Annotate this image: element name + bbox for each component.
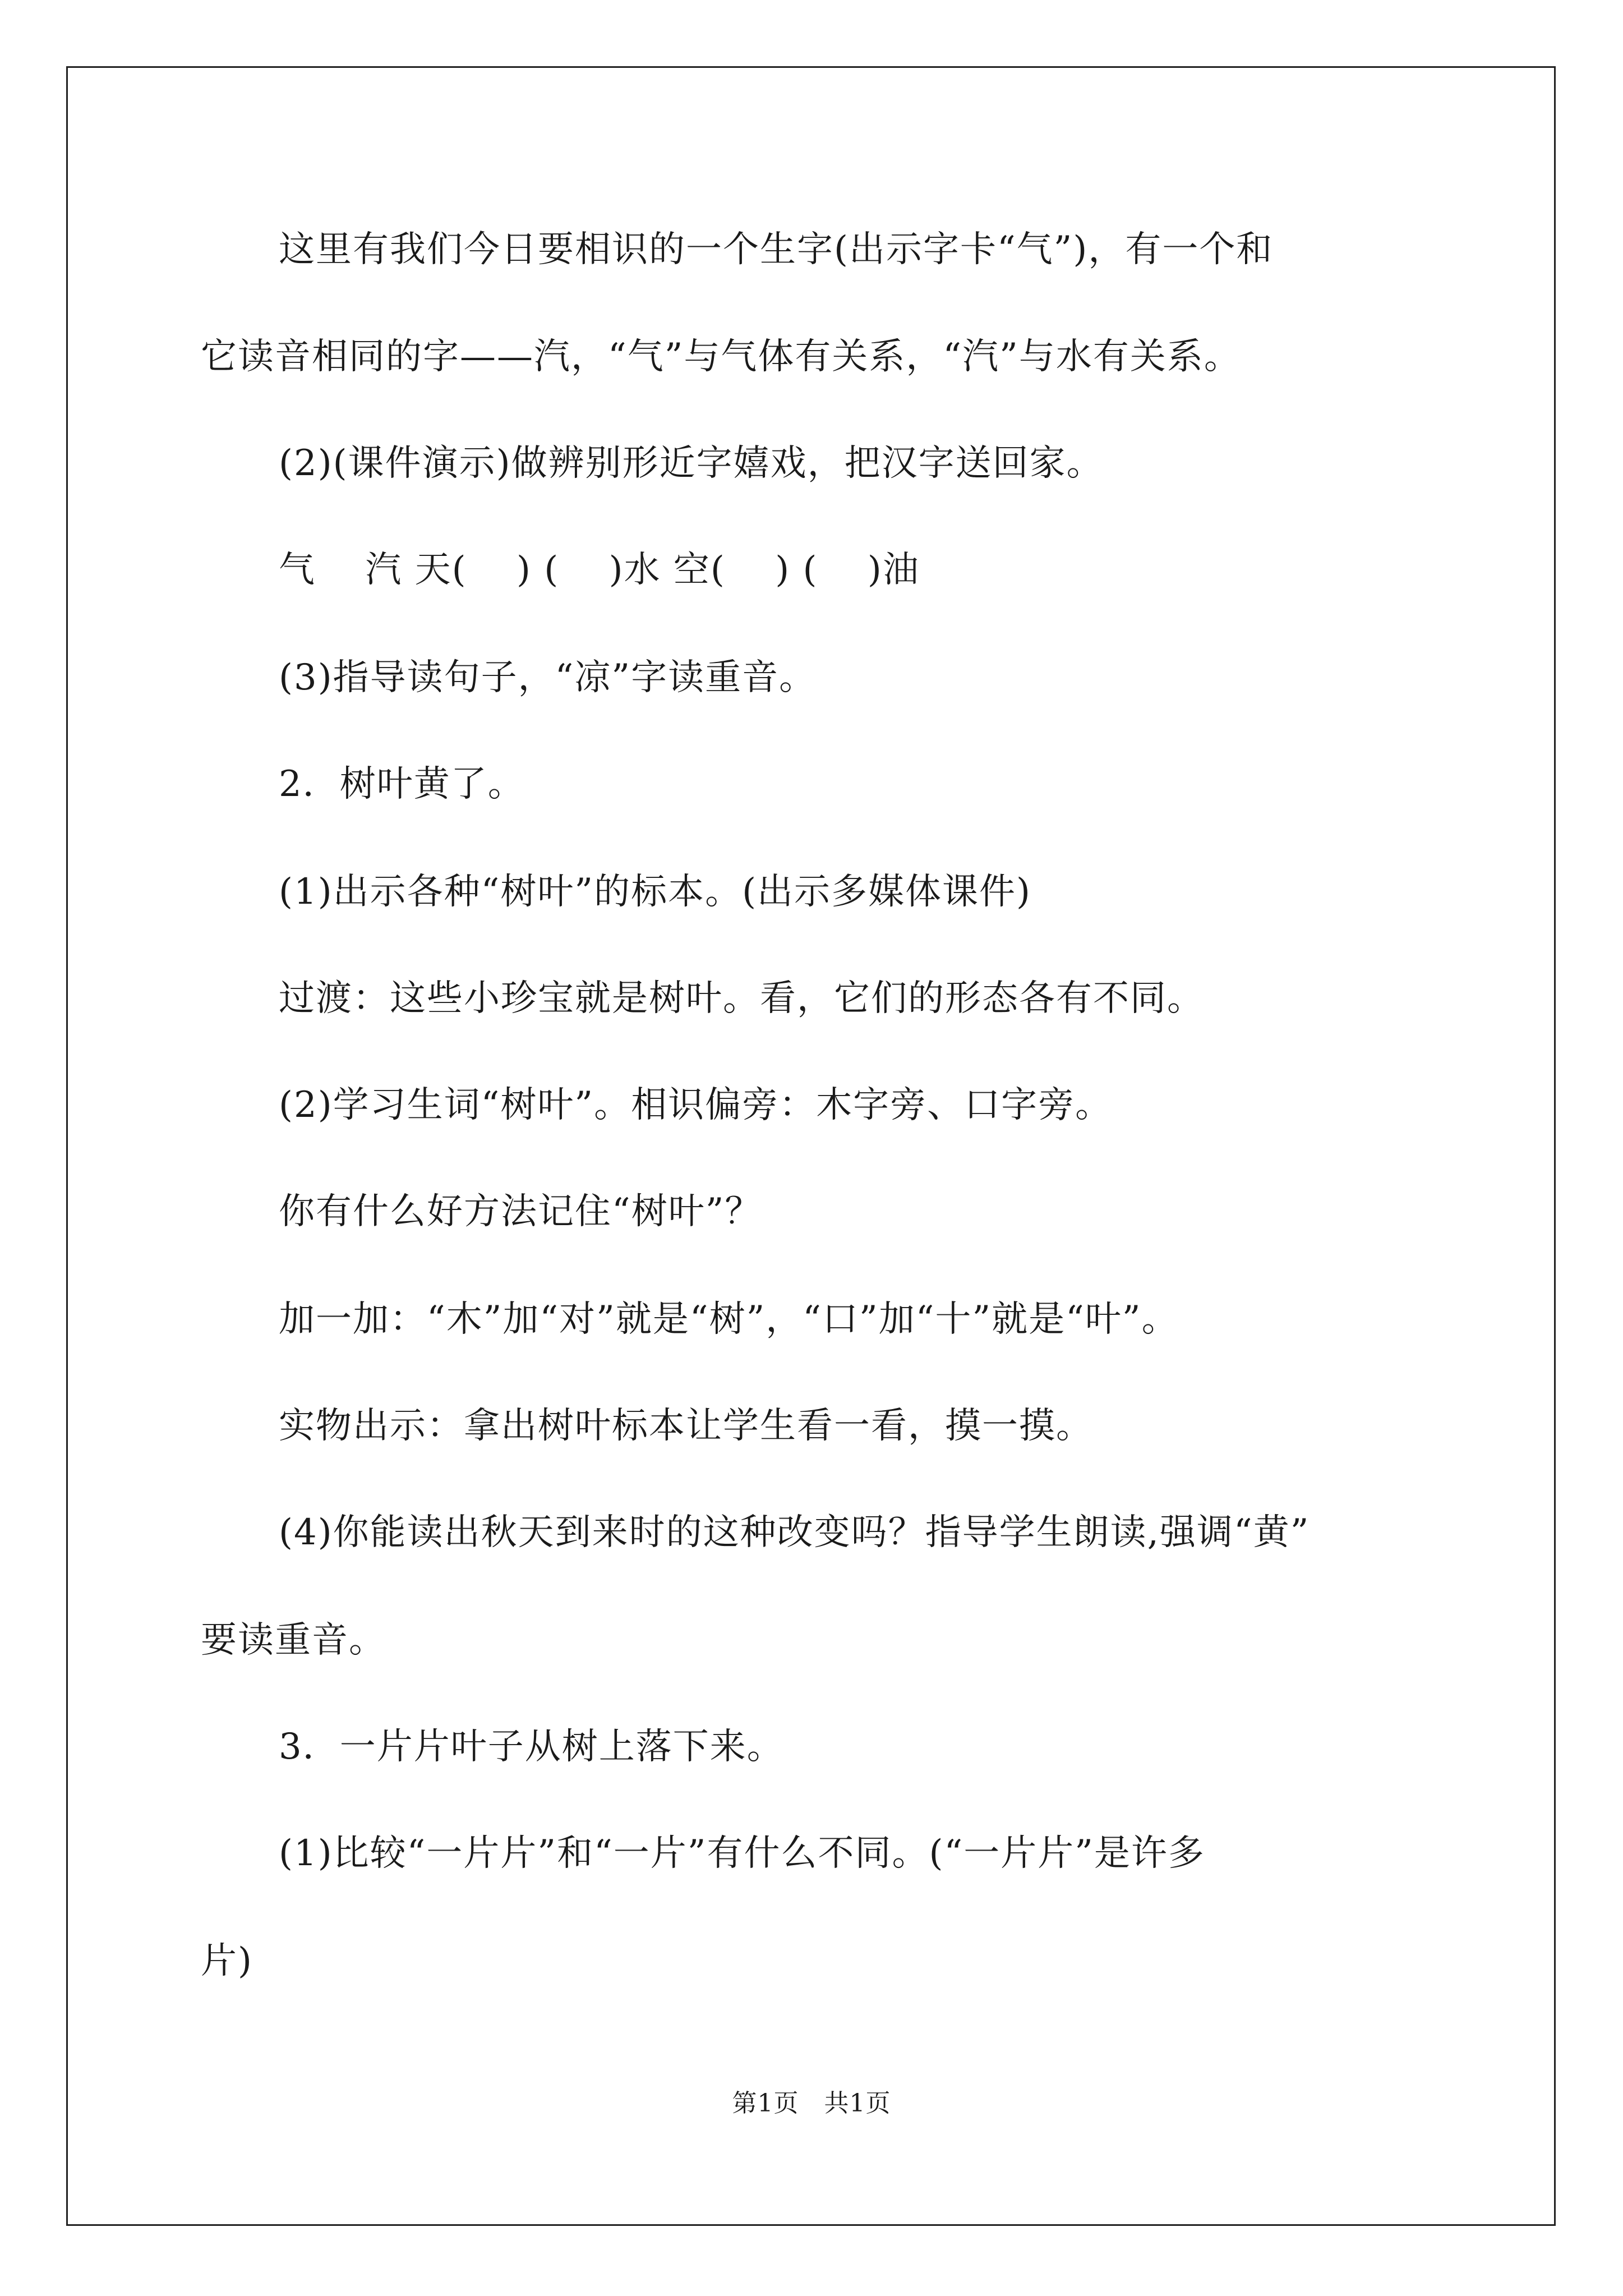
- paragraph-14-line-2: 片): [201, 1940, 253, 1982]
- paragraph-1-line-2: 它读音相同的字——汽，“气”与气体有关系，“汽”与水有关系。: [201, 336, 1241, 378]
- paragraph-5: 2．树叶黄了。: [279, 763, 525, 805]
- paragraph-4: (3)指导读句子，“凉”字读重音。: [279, 657, 817, 698]
- paragraph-12-line-1: (4)你能读出秋天到来时的这种改变吗？指导学生朗读,强调“黄”: [279, 1512, 1310, 1553]
- paragraph-12-line-2: 要读重音。: [201, 1619, 386, 1661]
- paragraph-11: 实物出示：拿出树叶标本让学生看一看，摸一摸。: [279, 1405, 1093, 1447]
- page-border: [66, 66, 1556, 2226]
- paragraph-3: 气 汽 天( ) ( )水 空( ) ( )油: [279, 549, 920, 591]
- paragraph-1-line-1: 这里有我们今日要相识的一个生字(出示字卡“气”)，有一个和: [279, 229, 1274, 270]
- page-footer: 第1页 共1页: [732, 2089, 891, 2118]
- paragraph-10: 加一加：“木”加“对”就是“树”，“口”加“十”就是“叶”。: [279, 1299, 1179, 1340]
- paragraph-6: (1)出示各种“树叶”的标本。(出示多媒体课件): [279, 871, 1032, 913]
- paragraph-13: 3．一片片叶子从树上落下来。: [279, 1726, 784, 1768]
- paragraph-8: (2)学习生词“树叶”。相识偏旁：木字旁、口字旁。: [279, 1084, 1113, 1126]
- paragraph-2: (2)(课件演示)做辨别形近字嬉戏，把汉字送回家。: [279, 443, 1104, 484]
- paragraph-7: 过渡：这些小珍宝就是树叶。看，它们的形态各有不同。: [279, 978, 1204, 1019]
- paragraph-9: 你有什么好方法记住“树叶”？: [279, 1191, 762, 1232]
- paragraph-14-line-1: (1)比较“一片片”和“一片”有什么不同。(“一片片”是许多: [279, 1833, 1205, 1874]
